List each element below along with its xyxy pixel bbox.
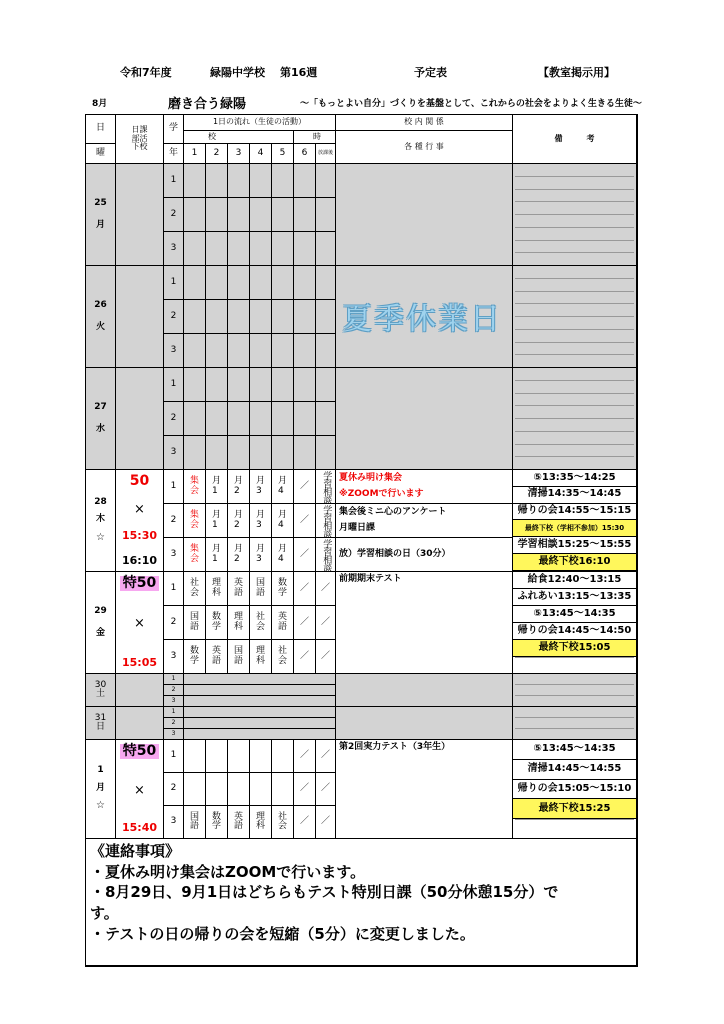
- notes-blank: [513, 819, 636, 838]
- schedule-note: ⑤13:45〜14:35: [513, 740, 636, 760]
- day-0-g2-p4: [250, 198, 272, 232]
- head-kounai: 校 内 関 係: [336, 115, 513, 131]
- day-4-events: 前期期末テスト: [336, 572, 513, 674]
- date-number: 27: [94, 402, 107, 413]
- head-biko: 備 考: [513, 115, 637, 164]
- day-3-g2-p7: 学習相談: [316, 504, 336, 538]
- day-0-g3-p1: [184, 232, 206, 266]
- summer-holiday-label: 夏季休業日: [342, 302, 502, 337]
- day-5-grade-2: 2: [164, 685, 184, 696]
- head-period-2: 2: [206, 144, 228, 164]
- day-2-g2-p4: [250, 402, 272, 436]
- day-2-g3-p3: [228, 436, 250, 470]
- day-6-periods-3: [184, 729, 336, 740]
- star-mark: ☆: [96, 800, 105, 812]
- day-3-g1-p5: 月 4: [272, 470, 294, 504]
- club-status: ×: [134, 501, 145, 517]
- head-flow: 1日の流れ（生徒の活動）: [184, 115, 336, 131]
- day-6-date: [86, 707, 116, 740]
- day-0-g2-p5: [272, 198, 294, 232]
- day-7-date: [86, 740, 116, 839]
- day-6-grade-2: 2: [164, 718, 184, 729]
- day-7-g3-p7: ／: [316, 806, 336, 839]
- day-0-g1-p3: [228, 164, 250, 198]
- day-5-grade-3: 3: [164, 696, 184, 707]
- day-2-nikka: [116, 368, 164, 470]
- day-3-notes: [513, 470, 637, 572]
- day-7-g1-p7: ／: [316, 740, 336, 773]
- day-3-g3-p1: 集 会: [184, 538, 206, 572]
- star-mark: ☆: [96, 531, 105, 543]
- notes-blank: [513, 657, 636, 673]
- day-3-grade-2: 2: [164, 504, 184, 538]
- day-0-g1-p7: [316, 164, 336, 198]
- day-2-notes: [513, 368, 637, 470]
- day-7-g3-p5: 社 会: [272, 806, 294, 839]
- day-2-g1-p2: [206, 368, 228, 402]
- day-3-date: [86, 470, 116, 572]
- day-7-notes: [513, 740, 637, 839]
- date-number: 28: [94, 496, 107, 507]
- week-number: 第16週: [280, 66, 318, 79]
- day-3-g1-p3: 月 2: [228, 470, 250, 504]
- day-5-periods-2: [184, 685, 336, 696]
- day-5-events: [336, 674, 513, 707]
- day-4-grade-2: 2: [164, 606, 184, 640]
- schedule-note: ⑤13:45〜14:35: [513, 606, 636, 623]
- schedule-note: 清掃14:35〜14:45: [513, 487, 636, 504]
- day-4-g3-p4: 理 科: [250, 640, 272, 674]
- club-status: ×: [134, 616, 145, 632]
- day-0-nikka: [116, 164, 164, 266]
- day-4-g1-p2: 理 科: [206, 572, 228, 606]
- day-7-grade-3: 3: [164, 806, 184, 839]
- day-0-grade-2: 2: [164, 198, 184, 232]
- day-3-g3-p3: 月 2: [228, 538, 250, 572]
- day-0-g2-p3: [228, 198, 250, 232]
- day-4-g1-p1: 社 会: [184, 572, 206, 606]
- day-2-g1-p6: [294, 368, 316, 402]
- day-2-g3-p7: [316, 436, 336, 470]
- day-7-g2-p6: ／: [294, 773, 316, 806]
- day-7-g1-p5: [272, 740, 294, 773]
- day-1-notes: [513, 266, 637, 368]
- day-4-g3-p1: 数 学: [184, 640, 206, 674]
- dismissal-time: 15:30: [121, 529, 157, 543]
- day-2-g2-p2: [206, 402, 228, 436]
- contact-item: ・テストの日の帰りの会を短縮（5分）に変更しました。: [90, 924, 475, 943]
- schedule-note: 最終下校16:10: [513, 554, 636, 571]
- day-7-grade-2: 2: [164, 773, 184, 806]
- date-number: 25: [94, 198, 107, 209]
- contact-section: [86, 839, 637, 966]
- day-2-g3-p2: [206, 436, 228, 470]
- day-2-g1-p1: [184, 368, 206, 402]
- day-7-g1-p1: [184, 740, 206, 773]
- day-7-g1-p6: ／: [294, 740, 316, 773]
- day-3-g3-p6: ／: [294, 538, 316, 572]
- event-line: 月曜日課: [339, 523, 376, 534]
- day-4-g1-p4: 国 語: [250, 572, 272, 606]
- head-grade-bot: 年: [164, 144, 184, 164]
- day-of-week: 月: [95, 782, 105, 793]
- school-name: 緑陽中学校: [210, 66, 265, 79]
- day-5-notes: [513, 674, 637, 707]
- nikka-type: 特50: [120, 744, 159, 759]
- day-1-g3-p1: [184, 334, 206, 368]
- day-4-g1-p5: 数 学: [272, 572, 294, 606]
- club-status: ×: [134, 782, 145, 798]
- day-0-g3-p5: [272, 232, 294, 266]
- day-1-g3-p2: [206, 334, 228, 368]
- day-7-g3-p6: ／: [294, 806, 316, 839]
- day-0-g1-p5: [272, 164, 294, 198]
- day-1-g3-p7: [316, 334, 336, 368]
- day-of-week: 月: [95, 219, 105, 230]
- day-7-g2-p5: [272, 773, 294, 806]
- day-1-g3-p4: [250, 334, 272, 368]
- schedule-note: ふれあい13:15〜13:35: [513, 589, 636, 606]
- day-2-g3-p1: [184, 436, 206, 470]
- day-4-grade-3: 3: [164, 640, 184, 674]
- day-7-g1-p3: [228, 740, 250, 773]
- day-1-g1-p5: [272, 266, 294, 300]
- day-1-g3-p5: [272, 334, 294, 368]
- schedule-note: 帰りの会14:45〜14:50: [513, 623, 636, 640]
- day-3-g3-p7: 学習相談: [316, 538, 336, 572]
- day-1-g1-p6: [294, 266, 316, 300]
- day-3-g1-p6: ／: [294, 470, 316, 504]
- day-2-g1-p3: [228, 368, 250, 402]
- school-slogan: 〜「もっとよい自分」づくりを基盤として、これからの社会をよりよく生きる生徒〜: [300, 99, 642, 109]
- month-label: 8月: [92, 99, 108, 109]
- head-ko: 校: [184, 131, 294, 144]
- day-2-grade-2: 2: [164, 402, 184, 436]
- contact-item: ・夏休み明け集会はZOOMで行います。: [90, 862, 366, 881]
- day-3-g2-p3: 月 2: [228, 504, 250, 538]
- dismissal-time: 15:40: [121, 821, 157, 835]
- date-number: 1: [97, 765, 104, 776]
- day-0-g2-p6: [294, 198, 316, 232]
- day-4-g3-p7: ／: [316, 640, 336, 674]
- day-3-nikka: [116, 470, 164, 572]
- day-0-g1-p1: [184, 164, 206, 198]
- day-3-g3-p5: 月 4: [272, 538, 294, 572]
- schedule-note: 最終下校15:05: [513, 640, 636, 657]
- day-3-g1-p7: 学習相談: [316, 470, 336, 504]
- day-3-g3-p4: 月 3: [250, 538, 272, 572]
- head-grade-top: 学: [164, 115, 184, 144]
- day-1-g3-p6: [294, 334, 316, 368]
- date-number: 31: [94, 712, 107, 723]
- day-2-g1-p7: [316, 368, 336, 402]
- day-4-g1-p3: 英 語: [228, 572, 250, 606]
- head-kakushu: 各 種 行 事: [336, 131, 513, 164]
- day-1-g2-p3: [228, 300, 250, 334]
- head-period-6: 6: [294, 144, 316, 164]
- day-2-g3-p6: [294, 436, 316, 470]
- day-0-date: [86, 164, 116, 266]
- day-2-grade-1: 1: [164, 368, 184, 402]
- day-0-g2-p7: [316, 198, 336, 232]
- day-0-g1-p2: [206, 164, 228, 198]
- day-3-g2-p4: 月 3: [250, 504, 272, 538]
- dismissal-time: 15:05: [121, 656, 157, 670]
- day-4-g2-p7: ／: [316, 606, 336, 640]
- day-2-g1-p5: [272, 368, 294, 402]
- day-3-g2-p5: 月 4: [272, 504, 294, 538]
- day-0-g2-p1: [184, 198, 206, 232]
- day-2-g2-p5: [272, 402, 294, 436]
- day-0-notes: [513, 164, 637, 266]
- day-4-nikka: [116, 572, 164, 674]
- day-0-g3-p3: [228, 232, 250, 266]
- day-7-g2-p7: ／: [316, 773, 336, 806]
- day-0-g3-p7: [316, 232, 336, 266]
- day-2-grade-3: 3: [164, 436, 184, 470]
- day-1-g2-p2: [206, 300, 228, 334]
- day-4-g2-p4: 社 会: [250, 606, 272, 640]
- day-2-g1-p4: [250, 368, 272, 402]
- day-1-g2-p4: [250, 300, 272, 334]
- day-2-events: [336, 368, 513, 470]
- day-0-g2-p2: [206, 198, 228, 232]
- day-7-g2-p4: [250, 773, 272, 806]
- event-line: 集会後ミニ心のアンケート: [339, 506, 447, 517]
- day-4-date: [86, 572, 116, 674]
- final-dismissal-time: 16:10: [121, 554, 157, 568]
- day-1-g1-p2: [206, 266, 228, 300]
- day-2-g3-p5: [272, 436, 294, 470]
- day-2-g2-p1: [184, 402, 206, 436]
- day-6-notes: [513, 707, 637, 740]
- day-7-g1-p4: [250, 740, 272, 773]
- day-6-grade-3: 3: [164, 729, 184, 740]
- day-7-nikka: [116, 740, 164, 839]
- day-2-g2-p6: [294, 402, 316, 436]
- contact-title: 《連絡事項》: [90, 842, 181, 860]
- contact-item: す。: [90, 904, 119, 923]
- day-0-g1-p4: [250, 164, 272, 198]
- day-3-grade-3: 3: [164, 538, 184, 572]
- day-5-periods-1: [184, 674, 336, 685]
- day-1-g1-p1: [184, 266, 206, 300]
- day-2-g3-p4: [250, 436, 272, 470]
- day-0-g3-p6: [294, 232, 316, 266]
- day-4-g1-p7: ／: [316, 572, 336, 606]
- nikka-type: 50: [129, 473, 150, 489]
- day-4-g2-p1: 国 語: [184, 606, 206, 640]
- day-1-grade-3: 3: [164, 334, 184, 368]
- event-line: ※ZOOMで行います: [339, 489, 424, 500]
- head-youbi: [86, 144, 116, 164]
- day-7-g1-p2: [206, 740, 228, 773]
- day-6-nikka: [116, 707, 164, 740]
- head-nikka: 日課 部活 下校: [116, 115, 164, 164]
- schedule-note: ⑤13:35〜14:25: [513, 470, 636, 487]
- day-5-grade-1: 1: [164, 674, 184, 685]
- day-of-week: 日: [95, 722, 105, 732]
- school-year: 令和7年度: [120, 66, 172, 79]
- day-0-grade-1: 1: [164, 164, 184, 198]
- day-3-g2-p1: 集 会: [184, 504, 206, 538]
- day-1-g1-p3: [228, 266, 250, 300]
- day-3-g2-p6: ／: [294, 504, 316, 538]
- day-7-g2-p1: [184, 773, 206, 806]
- head-day: [86, 115, 116, 144]
- date-number: 29: [94, 606, 107, 617]
- head-period-5: 5: [272, 144, 294, 164]
- day-1-grade-1: 1: [164, 266, 184, 300]
- day-7-g3-p3: 英 語: [228, 806, 250, 839]
- day-7-g3-p1: 国 語: [184, 806, 206, 839]
- contact-item: ・8月29日、9月1日はどちらもテスト特別日課（50分休憩15分）で: [90, 883, 559, 902]
- day-1-g2-p7: [316, 300, 336, 334]
- day-7-events: 第2回実力テスト（3年生）: [336, 740, 513, 839]
- day-1-nikka: [116, 266, 164, 368]
- board-label: 【教室掲示用】: [538, 66, 615, 79]
- day-3-g1-p4: 月 3: [250, 470, 272, 504]
- head-period-3: 3: [228, 144, 250, 164]
- day-6-grade-1: 1: [164, 707, 184, 718]
- event-line: 夏休み明け集会: [339, 472, 403, 483]
- day-3-event-1: [336, 470, 513, 504]
- day-3-g1-p2: 月 1: [206, 470, 228, 504]
- day-7-g3-p4: 理 科: [250, 806, 272, 839]
- day-6-periods-2: [184, 718, 336, 729]
- day-4-g3-p5: 社 会: [272, 640, 294, 674]
- day-2-g2-p3: [228, 402, 250, 436]
- head-ji: 時: [294, 131, 336, 144]
- day-3-grade-1: 1: [164, 470, 184, 504]
- schedule-table: [85, 114, 638, 967]
- schedule-note: 学習相談15:25〜15:55: [513, 537, 636, 554]
- schedule-note: 帰りの会14:55〜15:15: [513, 504, 636, 521]
- head-period-4: 4: [250, 144, 272, 164]
- head-dow-label: 曜: [95, 147, 105, 158]
- schedule-note: 最終下校（学相不参加）15:30: [513, 520, 636, 537]
- day-of-week: 木: [95, 514, 105, 525]
- day-0-g3-p2: [206, 232, 228, 266]
- head-kaigi: 放課後: [316, 144, 336, 164]
- day-0-events: [336, 164, 513, 266]
- day-0-grade-3: 3: [164, 232, 184, 266]
- day-of-week: 金: [95, 627, 105, 638]
- day-4-g2-p2: 数 学: [206, 606, 228, 640]
- school-motto: 磨き合う緑陽: [168, 97, 247, 112]
- day-1-g2-p1: [184, 300, 206, 334]
- day-4-g1-p6: ／: [294, 572, 316, 606]
- day-4-g3-p3: 国 語: [228, 640, 250, 674]
- day-4-g2-p5: 英 語: [272, 606, 294, 640]
- day-0-g3-p4: [250, 232, 272, 266]
- day-of-week: 土: [95, 689, 105, 699]
- day-1-g2-p6: [294, 300, 316, 334]
- date-number: 30: [94, 679, 107, 690]
- schedule-note: 帰りの会15:05〜15:10: [513, 780, 636, 800]
- day-1-g2-p5: [272, 300, 294, 334]
- day-6-events: [336, 707, 513, 740]
- schedule-note: 給食12:40〜13:15: [513, 572, 636, 589]
- day-5-date: [86, 674, 116, 707]
- nikka-type: 特50: [120, 576, 159, 591]
- day-1-g1-p7: [316, 266, 336, 300]
- day-7-grade-1: 1: [164, 740, 184, 773]
- day-1-g1-p4: [250, 266, 272, 300]
- day-7-g3-p2: 数 学: [206, 806, 228, 839]
- schedule-note: 清掃14:45〜14:55: [513, 760, 636, 780]
- day-4-grade-1: 1: [164, 572, 184, 606]
- day-4-g3-p6: ／: [294, 640, 316, 674]
- day-7-g2-p3: [228, 773, 250, 806]
- day-7-g2-p2: [206, 773, 228, 806]
- day-3-g2-p2: 月 1: [206, 504, 228, 538]
- day-4-g3-p2: 英 語: [206, 640, 228, 674]
- schedule-note: 最終下校15:25: [513, 799, 636, 819]
- day-4-g2-p3: 理 科: [228, 606, 250, 640]
- day-0-g1-p6: [294, 164, 316, 198]
- day-of-week: 火: [95, 321, 105, 332]
- head-day-label: 日: [95, 123, 105, 134]
- day-1-g3-p3: [228, 334, 250, 368]
- day-3-event-2: [336, 504, 513, 538]
- day-4-notes: [513, 572, 637, 674]
- day-of-week: 水: [95, 423, 105, 434]
- day-5-periods-3: [184, 696, 336, 707]
- date-number: 26: [94, 300, 107, 311]
- day-3-event-3: 放）学習相談の日（30分）: [336, 538, 513, 572]
- day-1-date: [86, 266, 116, 368]
- day-1-grade-2: 2: [164, 300, 184, 334]
- head-period-1: 1: [184, 144, 206, 164]
- day-4-g2-p6: ／: [294, 606, 316, 640]
- day-3-g1-p1: 集 会: [184, 470, 206, 504]
- day-6-periods-1: [184, 707, 336, 718]
- day-2-date: [86, 368, 116, 470]
- day-3-g3-p2: 月 1: [206, 538, 228, 572]
- schedule-title: 予定表: [414, 66, 447, 79]
- day-5-nikka: [116, 674, 164, 707]
- day-2-g2-p7: [316, 402, 336, 436]
